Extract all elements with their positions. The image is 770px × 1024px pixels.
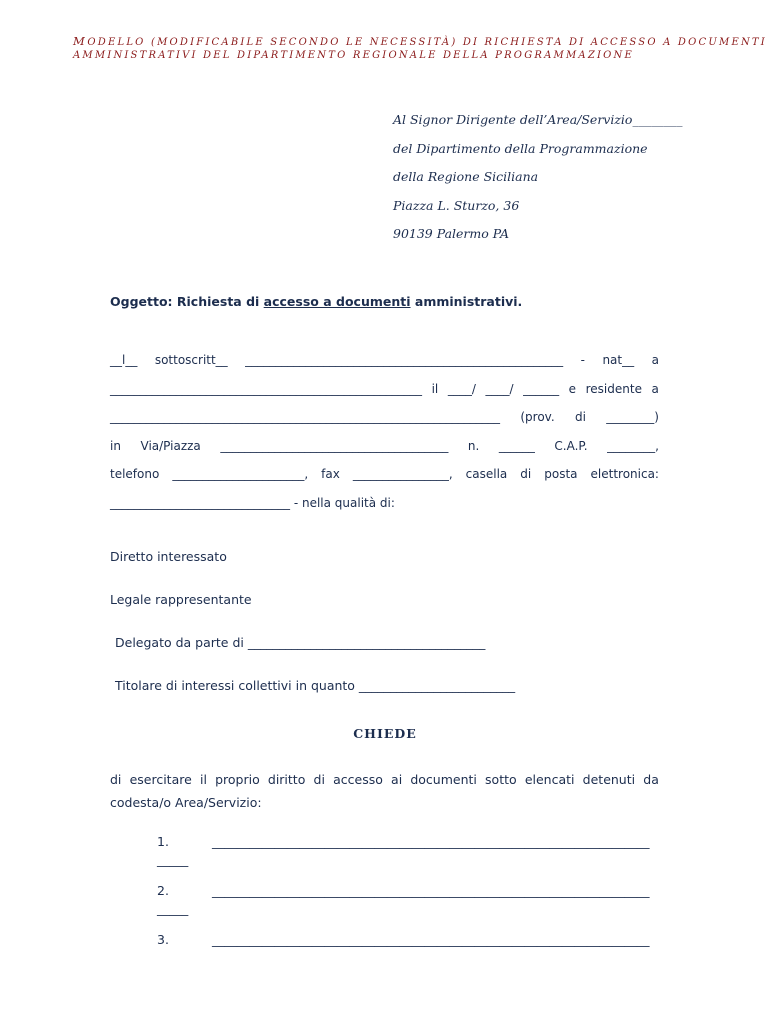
recipient-line: Piazza L. Sturzo, 36 <box>393 197 520 213</box>
form-word: a <box>651 381 659 396</box>
recipient-address <box>393 108 682 251</box>
document-header <box>73 34 767 62</box>
form-word: C.A.P. <box>554 438 588 453</box>
form-word: residente <box>585 381 642 396</box>
item-continuation: _____ <box>157 852 189 867</box>
applicant-details <box>110 350 659 521</box>
form-line <box>110 407 659 436</box>
option-legal-representative: Legale rappresentante <box>110 592 252 607</box>
form-word: __l__ <box>110 353 138 367</box>
form-word: ____/ <box>485 381 514 396</box>
item-continuation: _____ <box>157 901 189 916</box>
paragraph-word: da <box>643 772 659 787</box>
document-item-1 <box>157 833 657 869</box>
paragraph-word: il <box>199 772 207 787</box>
form-word: e <box>568 381 577 396</box>
paragraph-line-2: codesta/o Area/Servizio: <box>110 795 262 810</box>
form-word: fax <box>321 467 340 481</box>
form-word: ________________, <box>352 467 453 481</box>
form-word: sottoscritt__ <box>154 353 228 367</box>
subject-prefix: : Richiesta di <box>167 294 264 309</box>
header-initial: M <box>73 34 88 48</box>
request-heading: CHIEDE <box>353 726 417 741</box>
form-word: nat__ <box>602 353 635 367</box>
form-word: posta <box>544 467 578 481</box>
paragraph-word: accesso <box>333 772 383 787</box>
form-word: casella <box>465 467 508 481</box>
option-collective-interests: Titolare di interessi collettivi in quanto _________________________ <box>115 678 516 693</box>
recipient-line: del Dipartimento della Programmazione <box>393 140 648 156</box>
paragraph-word: elencati <box>524 772 575 787</box>
paragraph-line-1 <box>110 768 659 791</box>
form-line <box>110 493 659 522</box>
item-line: ______________________________________________________________________ <box>212 883 650 898</box>
item-number: 3. <box>157 932 169 947</box>
form-word: n. <box>467 438 480 453</box>
form-line <box>110 350 659 379</box>
item-number: 2. <box>157 883 169 898</box>
item-line: ______________________________________________________________________ <box>212 834 650 849</box>
form-word: ______________________________ - nella qualità di: <box>110 495 395 510</box>
document-item-3 <box>157 931 657 949</box>
subject-label: Oggetto <box>110 294 168 309</box>
paragraph-word: diritto <box>267 772 306 787</box>
form-word: elettronica: <box>590 467 659 481</box>
recipient-line: Al Signor Dirigente dell’Area/Servizio________ <box>393 112 683 127</box>
form-word: _________________________________________________________________ <box>110 410 500 424</box>
request-paragraph <box>110 768 659 814</box>
paragraph-word: documenti <box>410 772 477 787</box>
form-word: in <box>110 438 121 453</box>
form-word: ______ <box>498 438 535 453</box>
header-line-2: AMMINISTRATIVI DEL DIPARTIMENTO REGIONALE DELLA PROGRAMMAZIONE <box>73 50 634 61</box>
paragraph-word: ai <box>391 772 403 787</box>
form-word: di <box>520 467 532 481</box>
document-item-2 <box>157 882 657 918</box>
header-line-1-text: ODELLO (MODIFICABILE SECONDO LE NECESSITÀ) DI RICHIESTA DI ACCESSO A DOCUMENTI <box>87 37 767 48</box>
header-line-1 <box>73 34 767 49</box>
form-word: ____/ <box>447 381 476 396</box>
subject-underlined: accesso a documenti <box>263 294 411 309</box>
form-word: ______________________, <box>172 467 309 481</box>
form-line <box>110 436 659 465</box>
form-word: a <box>651 353 659 367</box>
subject-line <box>110 294 522 309</box>
form-word: _____________________________________________________ <box>245 353 564 367</box>
option-delegate: Delegato da parte di ______________________________________ <box>115 635 486 650</box>
form-line <box>110 379 659 408</box>
form-word: ______ <box>523 381 560 396</box>
form-word: di <box>574 410 586 424</box>
form-word: - <box>580 353 585 367</box>
paragraph-word: sotto <box>485 772 517 787</box>
paragraph-word: esercitare <box>129 772 192 787</box>
form-word: ________) <box>606 410 659 424</box>
form-word: (prov. <box>520 410 555 424</box>
recipient-line: 90139 Palermo PA <box>393 226 510 241</box>
option-direct-interest: Diretto interessato <box>110 549 227 564</box>
form-word: Via/Piazza <box>140 438 201 453</box>
form-word: ______________________________________ <box>220 438 449 453</box>
form-word: ________, <box>607 438 659 453</box>
form-word: ____________________________________________________ <box>110 381 422 396</box>
item-number: 1. <box>157 834 169 849</box>
paragraph-word: proprio <box>215 772 260 787</box>
paragraph-word: di <box>313 772 325 787</box>
form-line <box>110 464 659 493</box>
paragraph-word: di <box>110 772 122 787</box>
subject-rest: amministrativi. <box>410 294 523 309</box>
form-word: telefono <box>110 467 160 481</box>
item-line: ______________________________________________________________________ <box>212 932 650 947</box>
recipient-line: della Regione Siciliana <box>393 169 539 184</box>
form-word: il <box>431 381 439 396</box>
paragraph-word: detenuti <box>582 772 636 787</box>
